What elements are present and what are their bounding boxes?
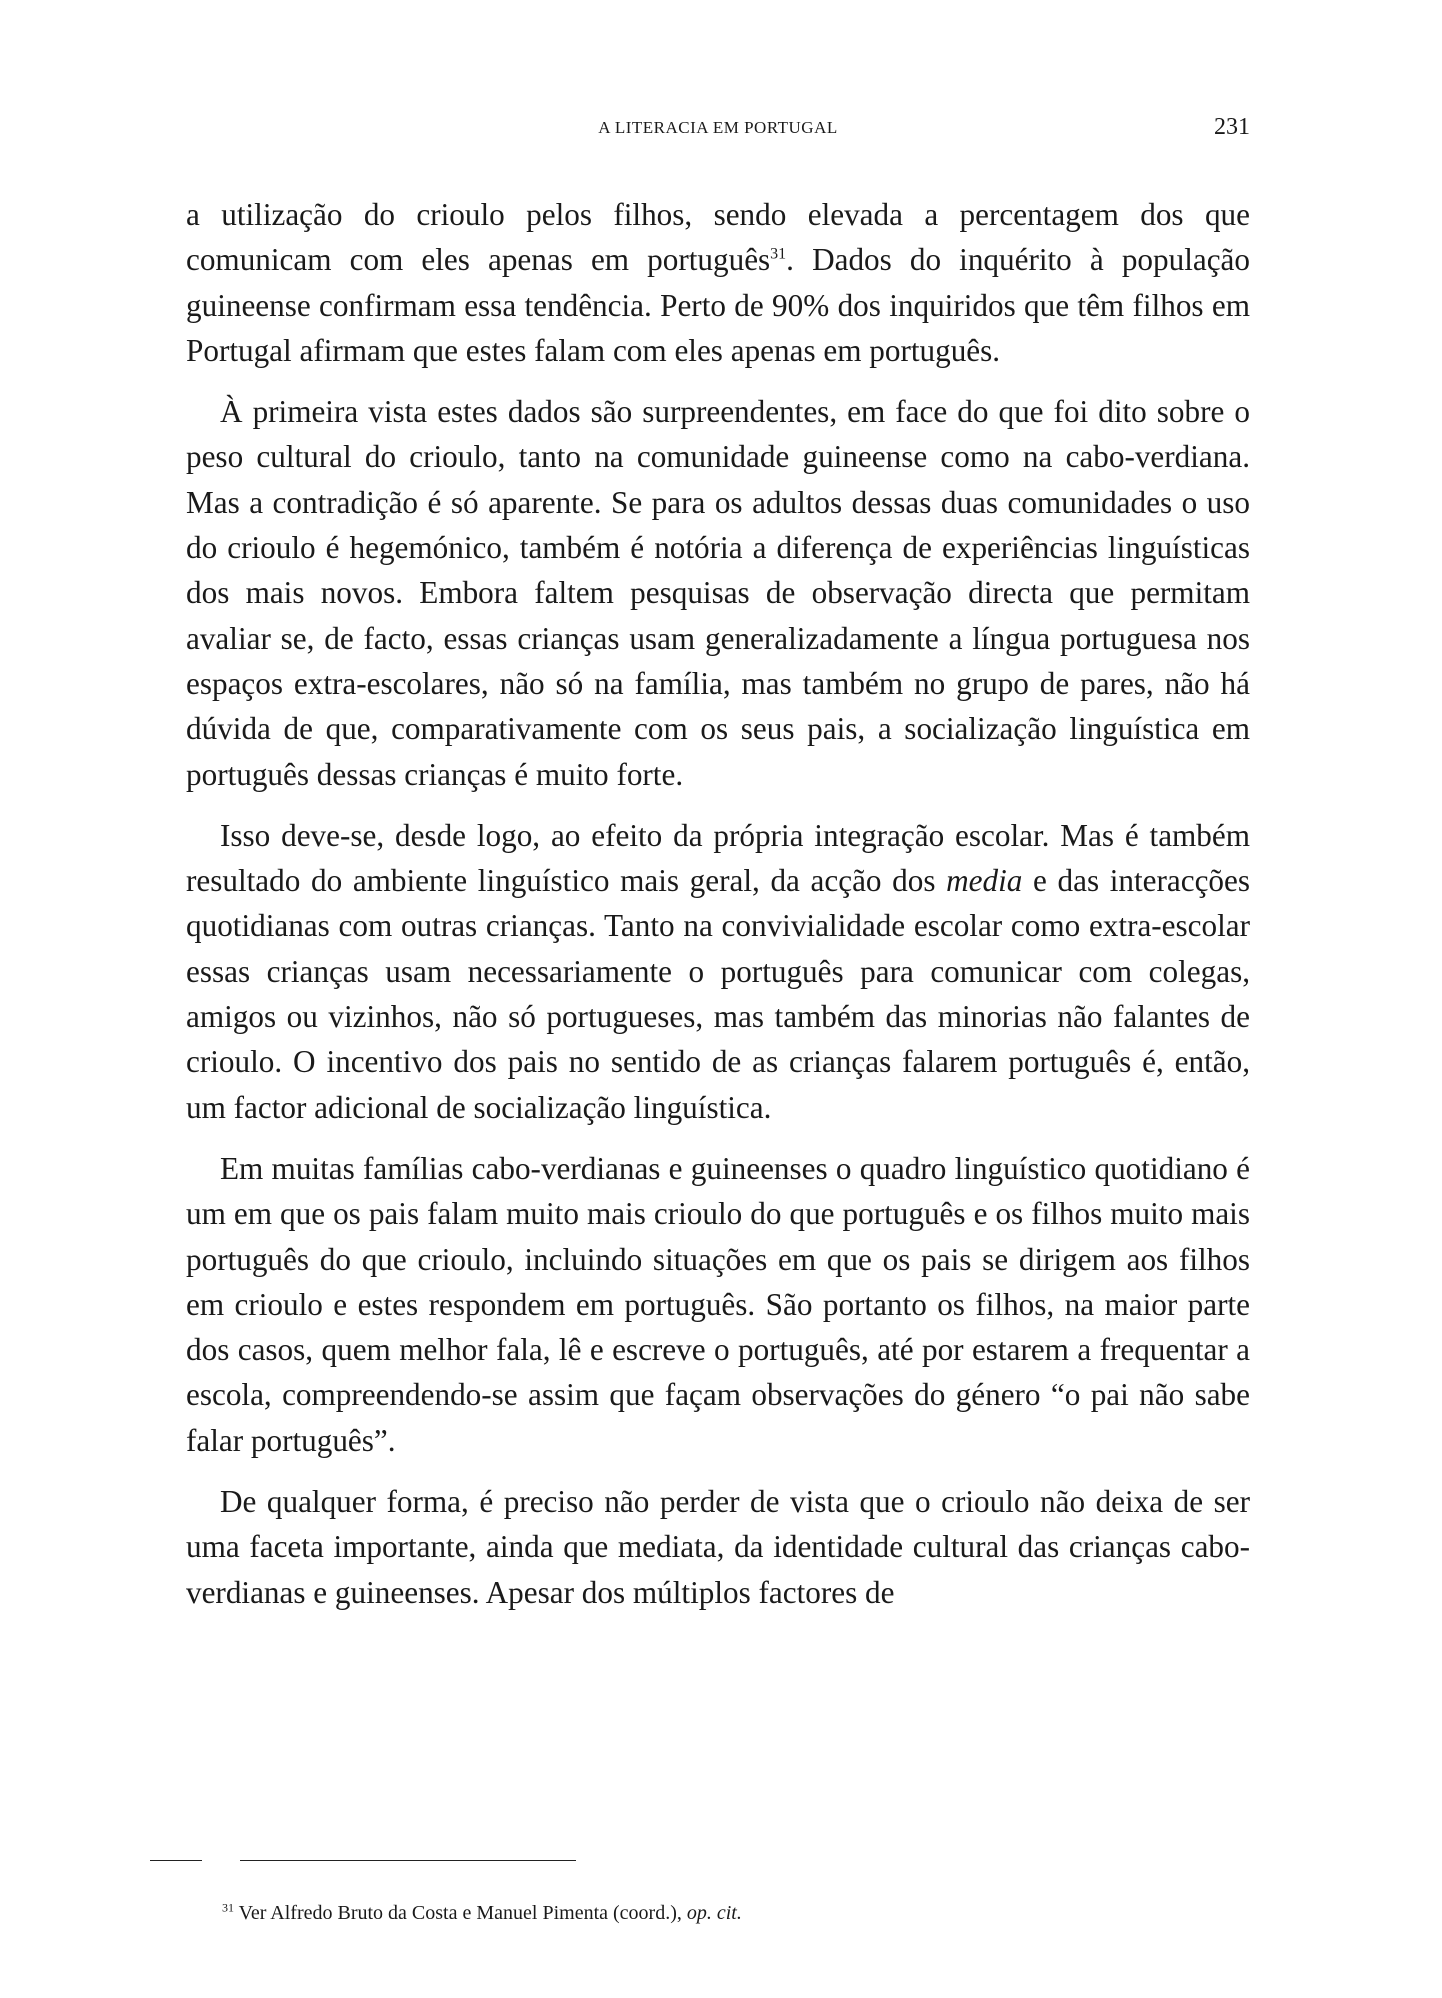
footnote — [222, 1900, 742, 1926]
footnote-rule — [240, 1860, 576, 1861]
footnote-reference: 31 — [770, 245, 787, 263]
footnote-text: Ver Alfredo Bruto da Costa e Manuel Pimenta (coord.), — [234, 1902, 687, 1924]
paragraph-2: À primeira vista estes dados são surpreendentes, em face do que foi dito sobre o peso cultural do crioulo, tanto na comunidade guineense como na cabo-verdiana. Mas a contradição é só aparente. Se para os adultos dessas duas comunidades o uso do crioulo é hegemónico, também é notória a diferença de experiências linguísticas dos mais novos. Embora faltem pesquisas de observação directa que permitam avaliar se, de facto, essas crianças usam generalizadamente a língua portuguesa nos espaços extra-escolares, não só na família, mas também no grupo de pares, não há dúvida de que, comparativamente com os seus pais, a socialização linguística em português dessas crianças é muito forte. — [186, 394, 1250, 792]
paragraph-1-part-a: a utilização do crioulo pelos filhos, sendo elevada a percentagem dos que comunicam com eles apenas em português — [186, 197, 1250, 278]
paragraph-3 — [186, 813, 1250, 1130]
running-title: A LITERACIA EM PORTUGAL — [598, 118, 838, 137]
paragraph-3-part-b: e das interacções quotidianas com outras crianças. Tanto na convivialidade escolar como extra-escolar essas crianças usam necessariamente o português para comunicar com colegas, amigos ou vizinhos, não só portugueses, mas também das minorias não falantes de crioulo. O incentivo dos pais no sentido de as crianças falarem português é, então, um factor adicional de socialização linguística. — [186, 863, 1250, 1125]
paragraph-1-part-b: . Dados do inquérito à população guineense confirmam essa tendência. Perto de 90% dos inquiridos que têm filhos em Portugal afirmam que estes falam com eles apenas em português. — [186, 242, 1250, 368]
footnote-number: 31 — [222, 1900, 234, 1915]
footnote-italic: op. cit. — [686, 1902, 742, 1924]
paragraph-3-italic: media — [946, 863, 1023, 899]
paragraph-4: Em muitas famílias cabo-verdianas e guineenses o quadro linguístico quotidiano é um em que os pais falam muito mais crioulo do que português e os filhos muito mais português do que crioulo, incluindo situações em que os pais se dirigem aos filhos em crioulo e estes respondem em português. São portanto os filhos, na maior parte dos casos, quem melhor fala, lê e escreve o português, até por estarem a frequentar a escola, compreendendo-se assim que façam observações do género “o pai não sabe falar português”. — [186, 1150, 1250, 1458]
running-header — [186, 110, 1250, 150]
paragraph-3-part-a: Isso deve-se, desde logo, ao efeito da própria integração escolar. Mas é também resultado do ambiente linguístico mais geral, da acção dos — [186, 817, 1250, 899]
footnote-rule-short — [150, 1860, 202, 1861]
paragraph-1 — [186, 192, 1250, 373]
paragraph-5: De qualquer forma, é preciso não perder de vista que o crioulo não deixa de ser uma faceta importante, ainda que mediata, da identidade cultural das crianças cabo-verdianas e guineenses. Apesar dos múltiplos factores de — [186, 1484, 1250, 1610]
page-number: 231 — [1214, 114, 1250, 140]
body-text — [186, 192, 1250, 1631]
